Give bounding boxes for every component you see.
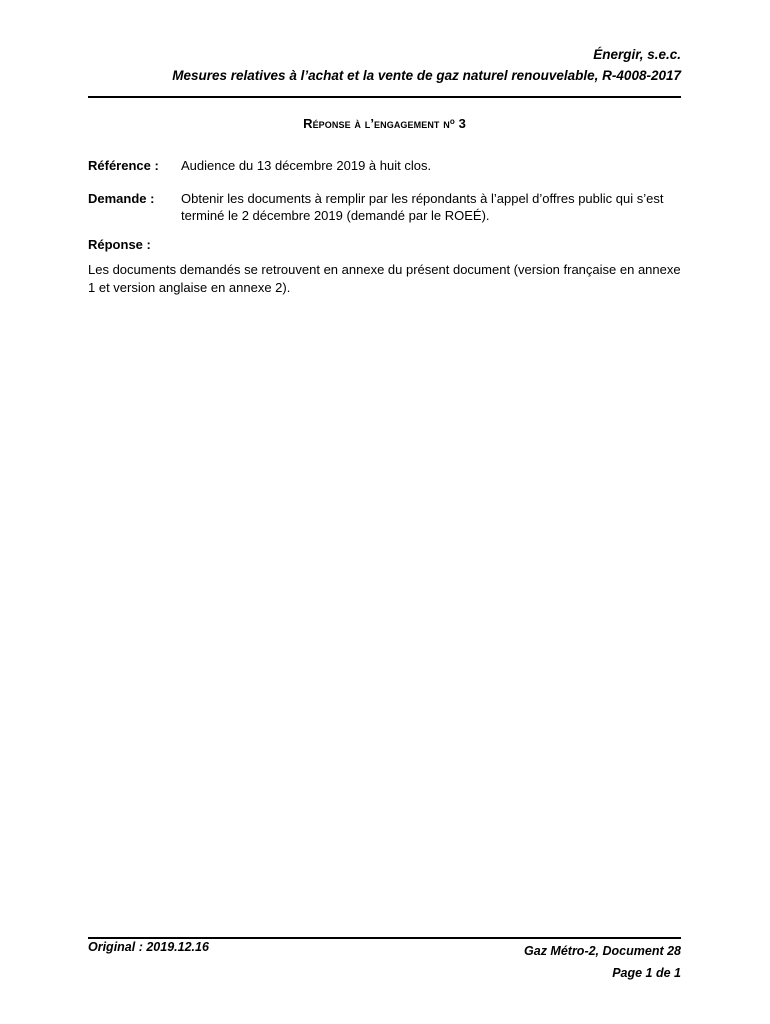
demande-text: Obtenir les documents à remplir par les répondants à l’appel d’offres public qui s’est terminé le 2 décembre 2019 (demandé par le ROEÉ). xyxy=(181,191,664,223)
footer-original-date: Original : 2019.12.16 xyxy=(88,940,209,954)
footer-document-id: Gaz Métro-2, Document 28 xyxy=(524,944,681,958)
reponse-heading: Réponse : xyxy=(88,237,151,252)
reference-label: Référence : xyxy=(88,158,159,173)
header-company: Énergir, s.e.c. xyxy=(593,47,681,62)
demande-label: Demande : xyxy=(88,191,155,206)
title-superscript: o xyxy=(449,117,455,126)
reponse-body: Les documents demandés se retrouvent en annexe du présent document (version française en annexe 1 et version anglaise en annexe 2). xyxy=(88,262,681,295)
footer-page-number: Page 1 de 1 xyxy=(612,966,681,980)
title-main: Réponse à l’engagement n xyxy=(303,116,450,131)
footer-divider xyxy=(88,937,681,939)
page-title xyxy=(88,116,681,131)
title-number: 3 xyxy=(458,116,466,131)
header-subtitle: Mesures relatives à l’achat et la vente de gaz naturel renouvelable, R-4008-2017 xyxy=(172,68,681,83)
page-header xyxy=(88,44,681,86)
reference-text: Audience du 13 décembre 2019 à huit clos. xyxy=(181,158,432,173)
page-footer-right xyxy=(524,940,681,984)
header-divider xyxy=(88,96,681,98)
